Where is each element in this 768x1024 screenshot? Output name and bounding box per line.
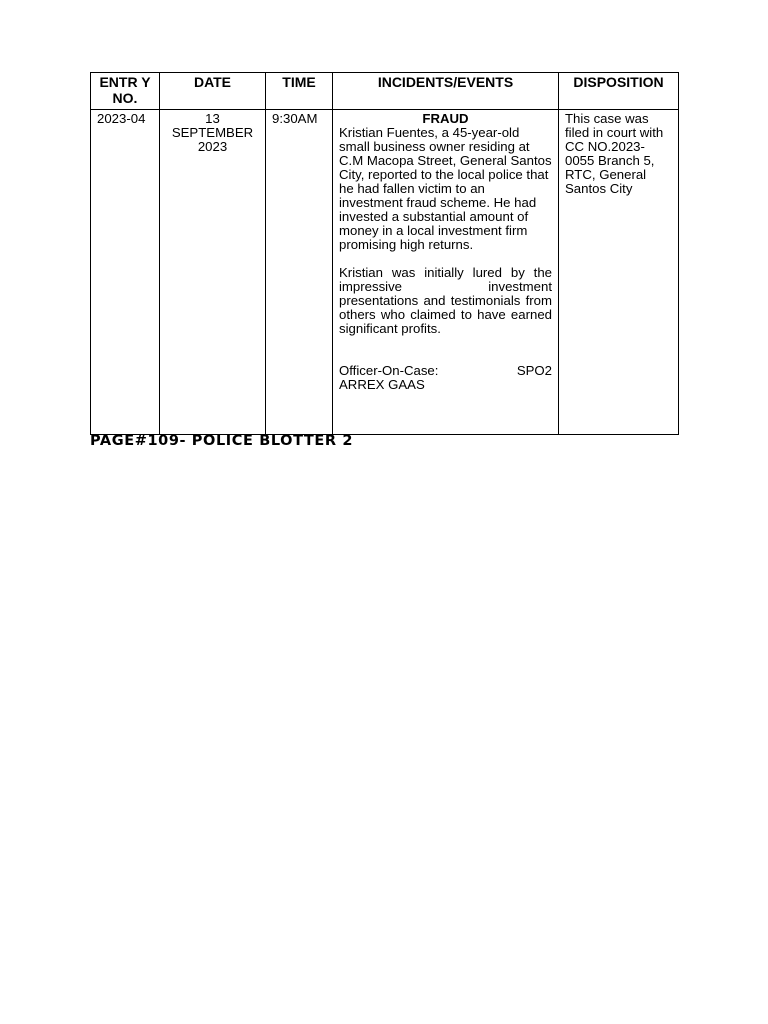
header-entry-no: ENTR Y NO. xyxy=(91,73,160,110)
incident-cell xyxy=(333,110,559,435)
header-time: TIME xyxy=(266,73,333,110)
time-cell: 9:30AM xyxy=(266,110,333,435)
table-row xyxy=(91,110,679,435)
date-day: 13 xyxy=(205,111,220,126)
disposition-cell: This case was filed in court with CC NO.2023-0055 Branch 5, RTC, General Santos City xyxy=(559,110,679,435)
officer-on-case xyxy=(339,364,552,378)
police-blotter-table xyxy=(90,72,679,435)
officer-name: ARREX GAAS xyxy=(339,377,425,392)
date-year: 2023 xyxy=(197,139,228,154)
page-footer-label: PAGE#109- POLICE BLOTTER 2 xyxy=(90,433,354,449)
table-header-row xyxy=(91,73,679,110)
incident-paragraph-2: Kristian was initially lured by the impressive investment presentations and testimonials from others who claimed to have earned significant profits. xyxy=(339,265,552,336)
header-date: DATE xyxy=(160,73,266,110)
officer-label: Officer-On-Case: xyxy=(339,363,439,378)
date-cell xyxy=(160,110,266,435)
incident-title: FRAUD xyxy=(422,111,469,126)
header-incidents: INCIDENTS/EVENTS xyxy=(333,73,559,110)
header-disposition: DISPOSITION xyxy=(559,73,679,110)
date-month: SEPTEMBER xyxy=(171,125,254,140)
officer-rank: SPO2 xyxy=(516,363,552,378)
incident-paragraph-1: Kristian Fuentes, a 45-year-old small business owner residing at C.M Macopa Street, General Santos City, reported to the local police that he had fallen victim to an investment fraud scheme. He had invested a substantial amount of money in a local investment firm promising high returns. xyxy=(339,125,552,252)
entry-no-cell: 2023-04 xyxy=(91,110,160,435)
